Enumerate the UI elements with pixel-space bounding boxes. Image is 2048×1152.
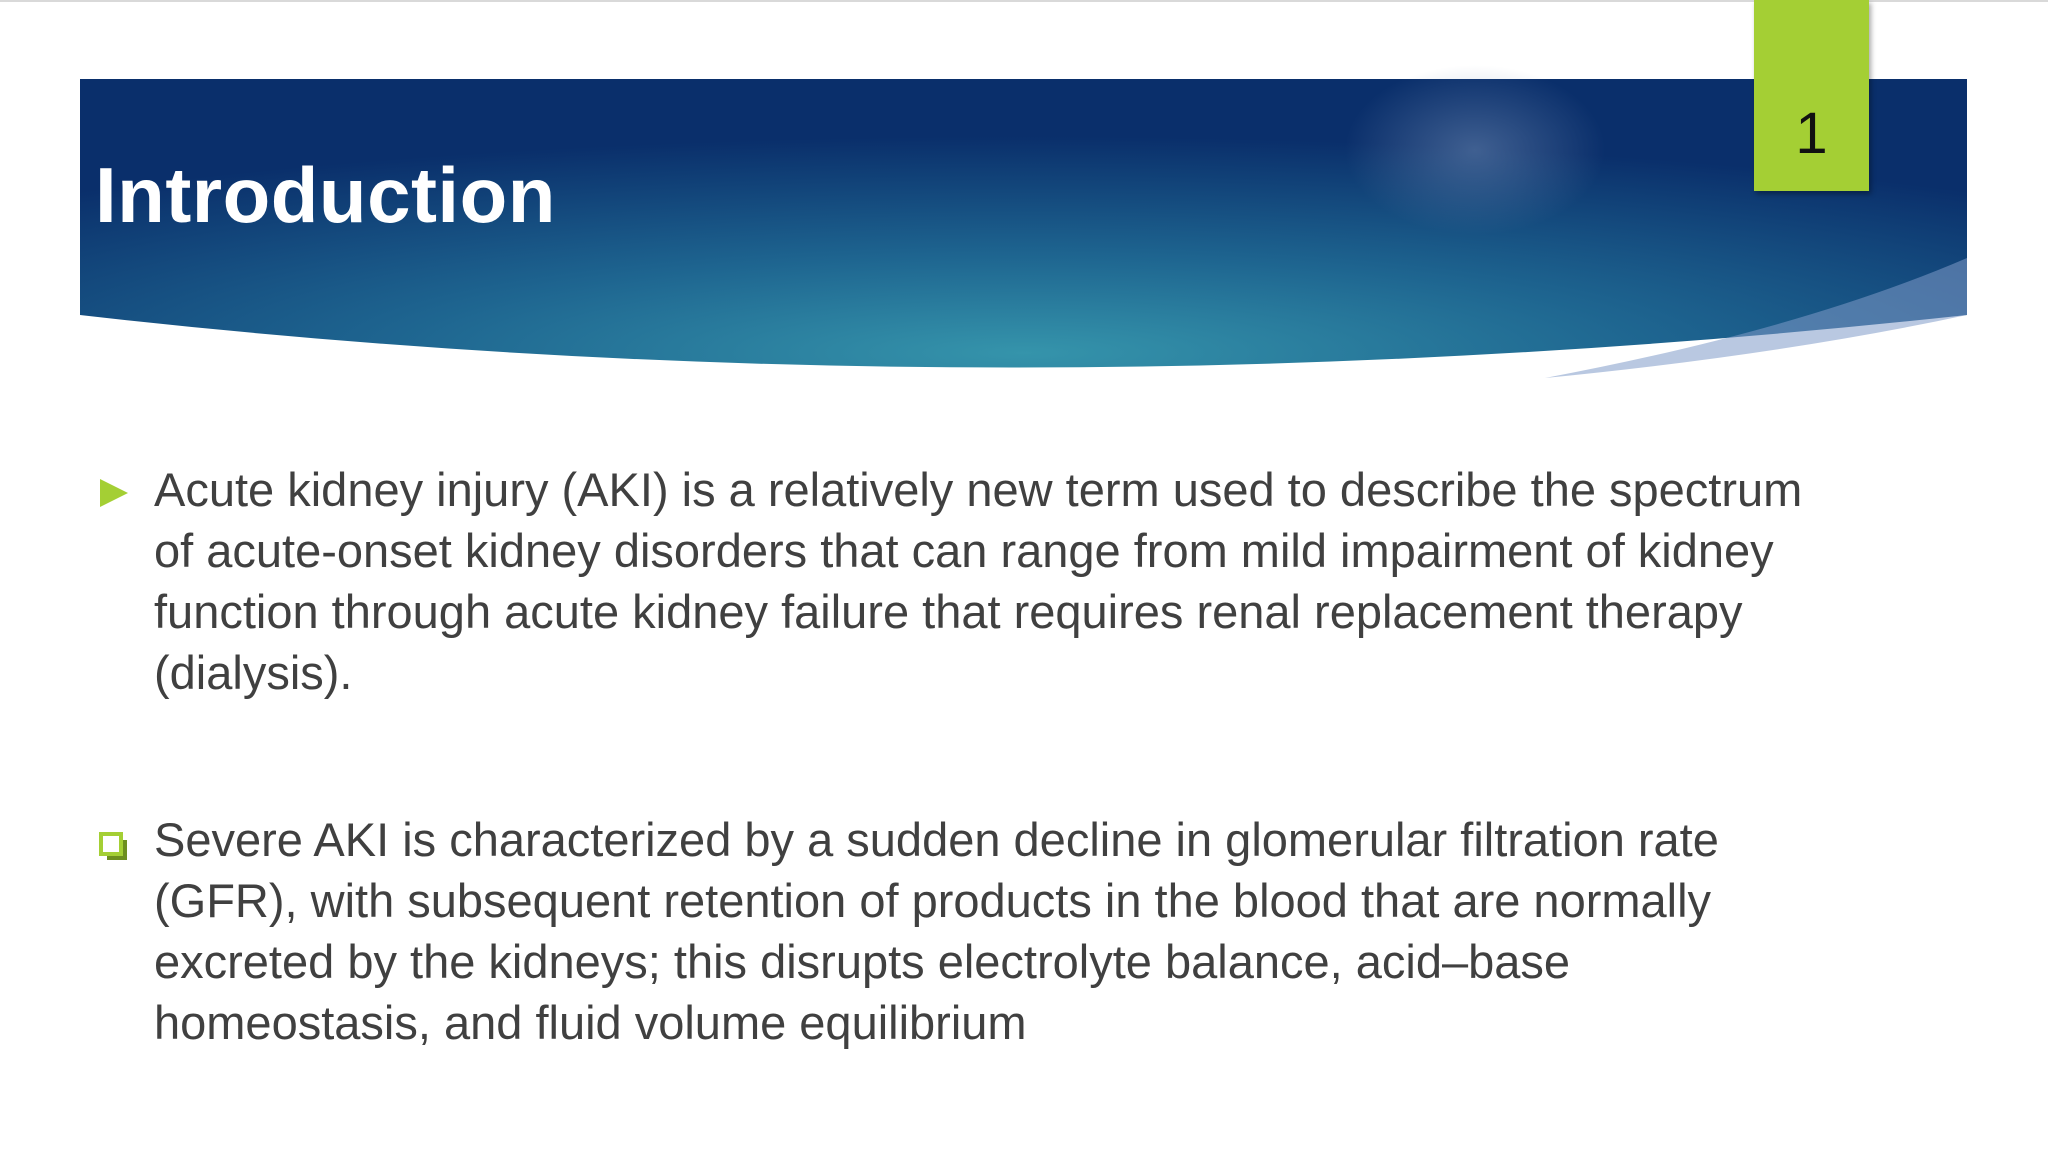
bullet-line: Severe AKI is characterized by a sudden decline in glomerular filtration rate [154, 813, 1719, 866]
bullet-text [154, 809, 2048, 1053]
bullet-line: homeostasis, and fluid volume equilibrium [154, 996, 1027, 1049]
page-number: 1 [1795, 101, 1828, 166]
bullet-line: Acute kidney injury (AKI) is a relatively new term used to describe the spectrum [154, 463, 1803, 516]
bullet-line: function through acute kidney failure that requires renal replacement therapy [154, 585, 1743, 638]
square-bullet-icon [98, 831, 130, 863]
bullet-line: (GFR), with subsequent retention of products in the blood that are normally [154, 874, 1712, 927]
bullet-line: (dialysis). [154, 646, 353, 699]
slide-title: Introduction [95, 151, 556, 239]
bullet-text [154, 459, 2048, 703]
bullet-line: excreted by the kidneys; this disrupts electrolyte balance, acid–base [154, 935, 1571, 988]
triangle-bullet-icon [98, 477, 130, 509]
bullet-line: of acute-onset kidney disorders that can range from mild impairment of kidney [154, 524, 1774, 577]
page-number-tab [1754, 0, 1869, 191]
